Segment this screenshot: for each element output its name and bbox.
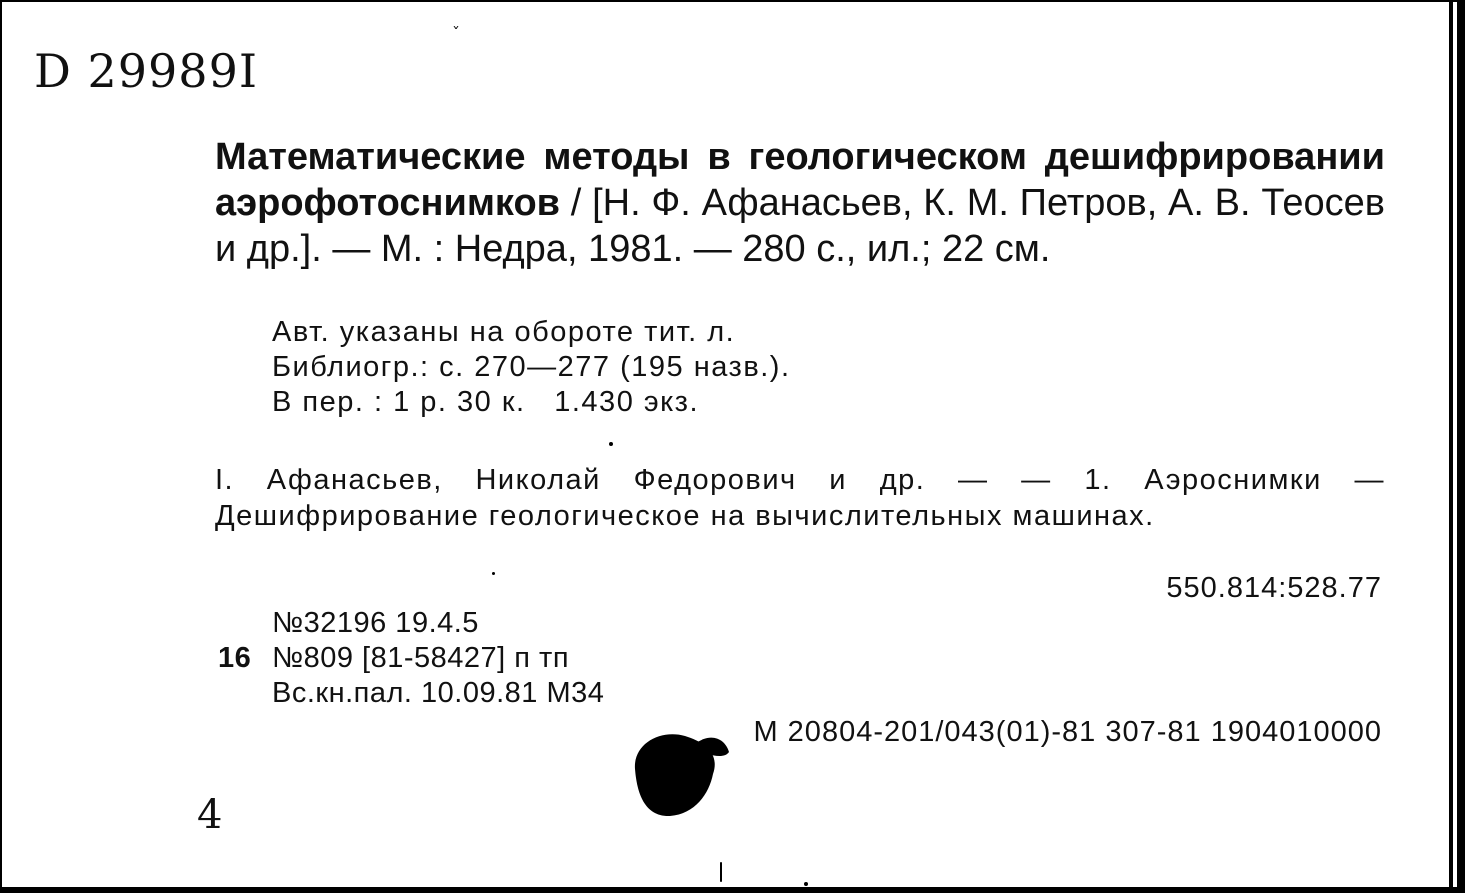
registration-codes	[218, 606, 604, 711]
catalog-card	[2, 2, 1457, 887]
corner-handwritten-mark: 4	[197, 792, 223, 838]
dot-mark	[609, 442, 613, 446]
note-authors: Авт. указаны на обороте тит. л.	[272, 316, 736, 348]
book-title: Математические методы в геологическом дешифрировании аэрофотоснимков	[215, 136, 1385, 224]
dot-mark	[720, 862, 722, 882]
code-line-2: №809 [81-58427] п тп	[272, 642, 570, 674]
index-line: М 20804-201/043(01)-81 307-81 1904010000	[753, 716, 1382, 748]
notes	[272, 315, 791, 420]
responsibility-statement: / [Н. Ф. Афанасьев, К. М. Петров, А. В. Теосев и др.]. — М. : Недра, 1981. — 280 с., ил.; 22 см.	[215, 182, 1385, 270]
call-number: D 29989I	[34, 44, 259, 98]
top-mark: ˇ	[452, 24, 460, 43]
dot-mark	[492, 572, 495, 575]
code-number: 16	[218, 642, 252, 674]
note-price: В пер. : 1 р. 30 к. 1.430 экз.	[272, 386, 700, 418]
udc-code: 550.814:528.77	[1166, 572, 1382, 604]
dot-mark	[804, 882, 808, 886]
code-line-1: №32196 19.4.5	[272, 607, 479, 639]
bibliographic-description	[215, 134, 1385, 272]
note-bibliography: Библиогр.: с. 270—277 (195 назв.).	[272, 351, 791, 383]
ink-blot	[625, 724, 735, 819]
card-edge	[1449, 2, 1453, 887]
code-line-3: Вс.кн.пал. 10.09.81 М34	[272, 677, 605, 709]
tracings: I. Афанасьев, Николай Федорович и др. — — 1. Аэроснимки — Дешифрирование геологическое на вычислительных машинах.	[215, 464, 1385, 532]
